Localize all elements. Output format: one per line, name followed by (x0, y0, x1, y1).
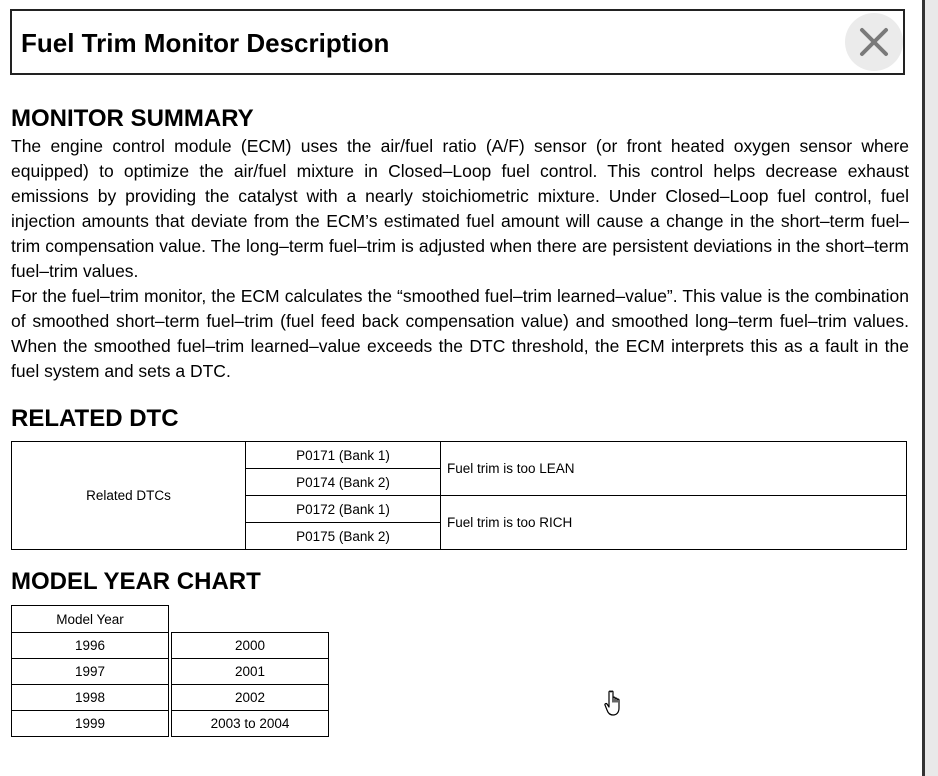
year-cell: 1997 (12, 659, 169, 685)
monitor-summary-heading: MONITOR SUMMARY (11, 105, 254, 132)
table-row (172, 711, 329, 737)
window-edge (925, 0, 938, 776)
year-cell: 1998 (12, 685, 169, 711)
table-row (172, 685, 329, 711)
table-row (12, 711, 169, 737)
dialog-title-bar (10, 9, 905, 75)
model-year-table-right (171, 632, 329, 737)
dtc-description: Fuel trim is too LEAN (441, 442, 907, 496)
table-row (12, 633, 169, 659)
dtc-code: P0175 (Bank 2) (246, 523, 441, 550)
year-cell: 2002 (172, 685, 329, 711)
close-button[interactable] (845, 13, 903, 71)
dtc-code: P0172 (Bank 1) (246, 496, 441, 523)
summary-paragraph-2: For the fuel–trim monitor, the ECM calculates the “smoothed fuel–trim learned–value”. This value is the combination of smoothed short–term fuel–trim (fuel feed back compensation value) and smoothed long–term fuel–trim values. When the smoothed fuel–trim learned–value exceeds the DTC threshold, the ECM interprets this as a fault in the fuel system and sets a DTC. (11, 286, 909, 381)
year-cell: 1999 (12, 711, 169, 737)
related-dtcs-label: Related DTCs (12, 442, 246, 550)
dtc-description: Fuel trim is too RICH (441, 496, 907, 550)
model-year-table-left (11, 632, 169, 737)
year-cell: 2003 to 2004 (172, 711, 329, 737)
table-row (12, 685, 169, 711)
related-dtc-heading: RELATED DTC (11, 405, 179, 432)
close-icon (859, 27, 889, 57)
hand-cursor-icon (604, 690, 626, 718)
year-cell: 1996 (12, 633, 169, 659)
dtc-code: P0171 (Bank 1) (246, 442, 441, 469)
related-dtc-table (11, 441, 907, 550)
model-year-heading: MODEL YEAR CHART (11, 568, 261, 595)
year-cell: 2001 (172, 659, 329, 685)
year-cell: 2000 (172, 633, 329, 659)
table-row (172, 659, 329, 685)
dialog-title: Fuel Trim Monitor Description (21, 28, 390, 58)
table-row (12, 442, 907, 469)
table-row (12, 659, 169, 685)
table-row (172, 633, 329, 659)
monitor-summary-section (11, 104, 909, 384)
summary-paragraph-1: The engine control module (ECM) uses the air/fuel ratio (A/F) sensor (or front heated oxygen sensor where equipped) to optimize the air/fuel mixture in Closed–Loop fuel control. This control helps decrease exhaust emissions by providing the catalyst with a nearly stoichiometric mixture. Under Closed–Loop fuel control, fuel injection amounts that deviate from the ECM’s estimated fuel amount will cause a change in the short–term fuel–trim compensation value. The long–term fuel–trim is adjusted when there are persistent deviations in the short–term fuel–trim values. (11, 136, 909, 281)
dtc-code: P0174 (Bank 2) (246, 469, 441, 496)
model-year-column-header: Model Year (11, 605, 169, 633)
